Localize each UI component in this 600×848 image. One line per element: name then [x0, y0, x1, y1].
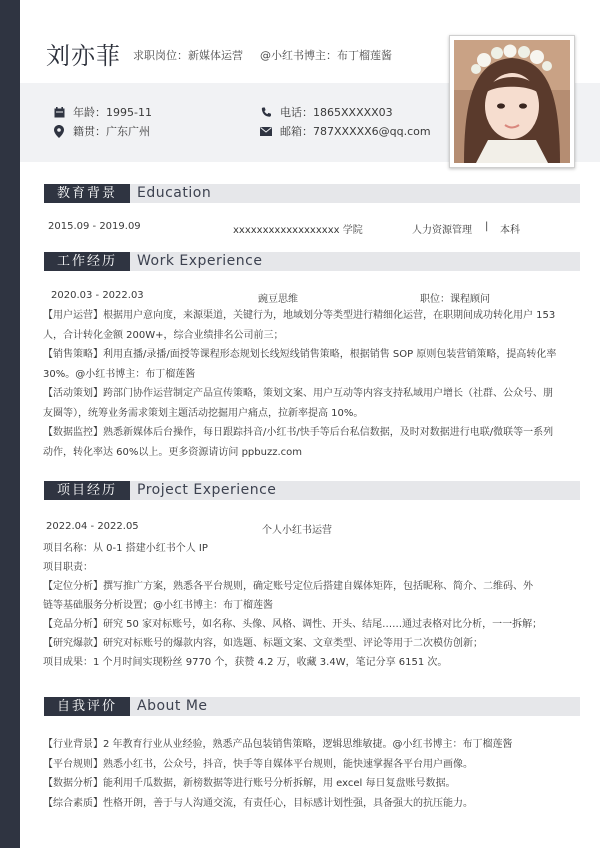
- text-line: 链等基础服务分析设置；@小红书博主：布丁榴莲酱: [43, 600, 273, 611]
- text-line: 【综合素质】性格开朗，善于与人沟通交流，有责任心，目标感计划性强，具备强大的抗压能力。: [43, 797, 473, 809]
- text-line: 项目成果：1 个月时间实现粉丝 9770 个，获赞 4.2 万，收藏 3.4W，笔记分享 6151 次。: [43, 657, 448, 668]
- phone-text: 电话：1865XXXXX03: [280, 106, 393, 119]
- education-school: xxxxxxxxxxxxxxxxxx 学院: [233, 225, 363, 236]
- section-title-zh: 自我评价: [44, 697, 130, 716]
- section-title-en: Education: [137, 185, 212, 201]
- text-line: 友圈等），统筹业务需求策划主题活动挖掘用户痛点，拉新率提高 10%。: [43, 407, 364, 419]
- text-line: 人，合计转化金额 200W+，综合业绩排名公司前三；: [43, 329, 284, 341]
- about-description: [43, 735, 583, 813]
- work-description: [43, 306, 583, 462]
- work-section-header: [44, 252, 580, 271]
- phone-icon: [259, 105, 273, 119]
- text-line: 【研究爆款】研究对标账号的爆款内容，如选题、标题文案、文章类型、评论等用于二次模仿创新；: [43, 638, 483, 649]
- hometown-text: 籍贯：广东广州: [73, 125, 150, 138]
- text-line: 【活动策划】跨部门协作运营制定产品宣传策略，策划文案、用户互动等内容支持私域用户增长（社群、公众号、朋: [43, 388, 553, 399]
- text-line: 【用户运营】根据用户意向度，来源渠道，关键行为，地域划分等类型进行精细化运营，在职期间成功转化用户 153: [43, 310, 556, 321]
- text-line: 【定位分析】撰写推广方案，熟悉各平台规则，确定账号定位后搭建自媒体矩阵，包括昵称、简介、二维码、外: [43, 581, 533, 592]
- education-period: 2015.09 - 2019.09: [48, 221, 141, 232]
- text-line: 【平台规则】熟悉小红书，公众号，抖音，快手等自媒体平台规则，能快速掌握各平台用户画像。: [43, 758, 473, 770]
- section-title-en: Work Experience: [137, 253, 263, 269]
- email-item: [259, 123, 431, 139]
- education-section-header: [44, 184, 580, 203]
- text-line: 【行业背景】2 年教育行业从业经验，熟悉产品包装销售策略，逻辑思维敏捷。@小红书博主：布丁榴莲酱: [43, 739, 513, 750]
- work-company: 豌豆思维: [258, 294, 298, 305]
- education-major: 人力资源管理: [412, 225, 472, 236]
- section-title-zh: 项目经历: [44, 481, 130, 500]
- email-text: 邮箱：787XXXXX6@qq.com: [280, 125, 431, 138]
- age-text: 年龄：1995-11: [73, 106, 152, 119]
- section-title-en: Project Experience: [137, 482, 277, 498]
- text-line: 30%。@小红书博主：布丁榴莲酱: [43, 368, 196, 380]
- text-line: 【销售策略】利用直播/录播/面授等课程形态规划长线短线销售策略，根据销售 SOP 原则包装营销策略，提高转化率: [43, 349, 557, 360]
- project-period: 2022.04 - 2022.05: [46, 521, 139, 532]
- project-section-header: [44, 481, 580, 500]
- education-degree: 本科: [500, 225, 520, 236]
- project-name: 个人小红书运营: [262, 525, 332, 536]
- work-period: 2020.03 - 2022.03: [51, 290, 144, 301]
- about-section-header: [44, 697, 580, 716]
- text-line: 【数据监控】熟悉新媒体后台操作，每日跟踪抖音/小红书/快手等后台私信数据，及时对数据进行电联/微联等一系列: [43, 427, 554, 438]
- job-target: 求职岗位：新媒体运营: [133, 49, 243, 62]
- education-separator: |: [485, 221, 489, 232]
- text-line: 项目职责：: [43, 562, 93, 573]
- section-title-zh: 工作经历: [44, 252, 130, 271]
- project-description: [43, 539, 583, 672]
- section-title-zh: 教育背景: [44, 184, 130, 203]
- text-line: 【竞品分析】研究 50 家对标账号，如名称、头像、风格、调性、开头、结尾……通过表格对比分析，一一拆解；: [43, 619, 543, 630]
- mail-icon: [259, 124, 273, 138]
- work-position: 职位：课程顾问: [420, 294, 490, 305]
- text-line: 项目名称：从 0-1 搭建小红书个人 IP: [43, 543, 208, 554]
- calendar-icon: [52, 105, 66, 119]
- section-title-en: About Me: [137, 698, 208, 714]
- age-item: [52, 104, 152, 120]
- location-icon: [52, 124, 66, 138]
- phone-item: [259, 104, 393, 120]
- candidate-name: 刘亦菲: [46, 42, 121, 70]
- profile-photo: [449, 35, 575, 168]
- text-line: 【数据分析】能利用千瓜数据，新榜数据等进行账号分析拆解，用 excel 每日复盘账号数据。: [43, 778, 456, 789]
- hometown-item: [52, 123, 150, 139]
- social-handle: @小红书博主：布丁榴莲酱: [260, 49, 392, 62]
- left-accent-bar: [0, 0, 20, 848]
- text-line: 动作，转化率达 60%以上。更多资源请访问 ppbuzz.com: [43, 446, 302, 458]
